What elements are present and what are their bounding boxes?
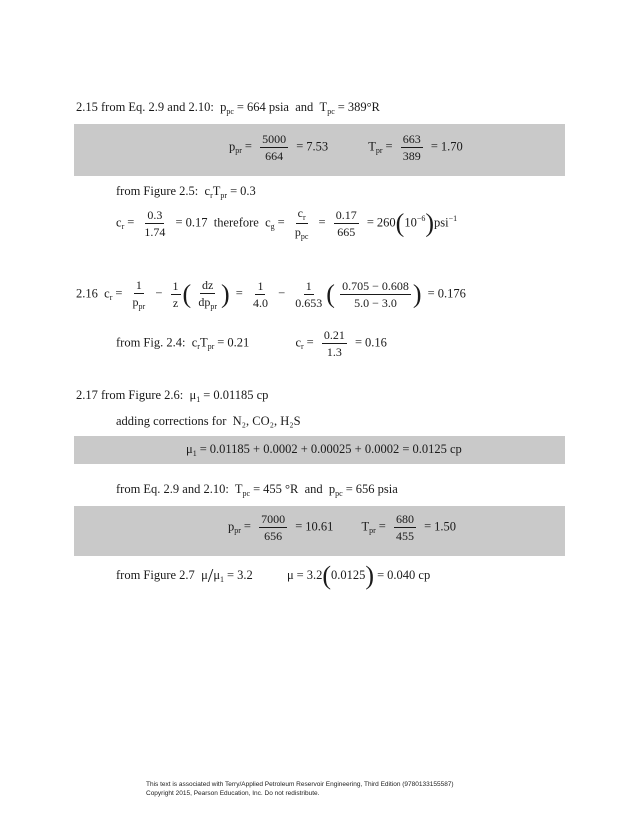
pseudo-reduced-equations-215: $p_{pr}$ = $\frac{5000}{664}$ = 7.53 $T_{pr}$ = $\frac{663}{389}$ = 1.70 <box>229 132 463 163</box>
cr-fraction: $\frac{0.3}{1.74}$ <box>144 208 166 239</box>
cg-fraction-numeric: $\frac{0.17}{665}$ <box>335 208 357 239</box>
figure-2-4-line: from Fig. 2.4: $c_rT_{pr} = 0.21$ $c_r$ = $\frac{0.21}{1.3}$ = 0.16 <box>116 328 387 359</box>
and-word: and <box>295 100 314 114</box>
crtpr-value: 0.3 <box>240 184 256 198</box>
problem-label: 2.17 <box>76 388 98 402</box>
intro-text: from Eq. 2.9 and 2.10: <box>101 100 214 114</box>
eq-2-9-line: from Eq. 2.9 and 2.10: $T_{pc} = 455$ °R and $p_{pc} = 656$ psia <box>116 482 398 498</box>
problem-label: 2.15 <box>76 100 98 114</box>
footer-line-1: This text is associated with Terry/Applied Petroleum Reservoir Engineering, Third Edition (9780133155587) <box>146 781 454 788</box>
figure-2-7-line: from Figure 2.7 $\mu/\mu_1 = 3.2$ μ = 3.2(0.0125) = 0.040 cp <box>116 561 431 590</box>
problem-2-17-header: 2.17 from Figure 2.6: $\mu_1 = 0.01185$ cp <box>76 388 269 404</box>
mu1-sum-equation: $\mu_1 = 0.01185 + 0.0002 + 0.00025 + 0.0002 = 0.0125$ cp <box>186 442 462 458</box>
ppc-value: 664 psia <box>246 100 289 114</box>
figure-2-5-line: from Figure 2.5: $c_rT_{pr} = 0.3$ <box>116 184 256 200</box>
tpr-result: 1.70 <box>440 139 463 154</box>
copyright-footer <box>146 780 454 798</box>
tpr-fraction: $\frac{663}{389}$ <box>402 132 421 163</box>
problem-2-15-header: 2.15 from Eq. 2.9 and 2.10: $p_{pc} = 664$ psia and $T_{pc} = 389^\circ R$ <box>76 100 380 116</box>
ppr-fraction: $\frac{5000}{664}$ <box>262 132 287 163</box>
pseudo-reduced-equations-217: $p_{pr}$ = $\frac{7000}{656}$ = 10.61 $T_{pr}$ = $\frac{680}{455}$ = 1.50 <box>228 512 457 543</box>
problem-label: 2.16 <box>76 286 98 301</box>
therefore-word: therefore <box>213 215 259 230</box>
corrections-line: adding corrections for N₂, CO₂, H₂S <box>116 414 301 428</box>
cg-fraction-symbolic: $\frac{c_r}{p_{pc}}$ <box>294 206 309 241</box>
tpc-value: 389°R <box>347 100 380 114</box>
cr-result-216: 0.176 <box>437 286 466 301</box>
problem-2-16-equation: 2.16 $c_r$ = $\frac{1}{p_{pr}}$ − $\frac{1}{z}$ ( $\frac{dz}{dp_{pr}}$ ) = $\frac{1}{4.0}$ − $\frac{1}{0.653}$ ( $\frac{0.705 - 0.608}{5.0 - 3.0}$ ) = 0.176 <box>76 278 466 311</box>
ppr-result: 7.53 <box>306 139 329 154</box>
footer-line-2: Copyright 2015, Pearson Education, Inc. Do not redistribute. <box>146 790 320 797</box>
correction-gases: N₂, CO₂, H₂S <box>232 414 301 428</box>
cr-cg-equation: $c_r$ = $\frac{0.3}{1.74}$ = 0.17 therefore $c_g$ = $\frac{c_r}{p_{pc}}$ = $\frac{0.17}{665}$ = $260(10^{-6})psi^{-1}$ <box>116 206 458 241</box>
